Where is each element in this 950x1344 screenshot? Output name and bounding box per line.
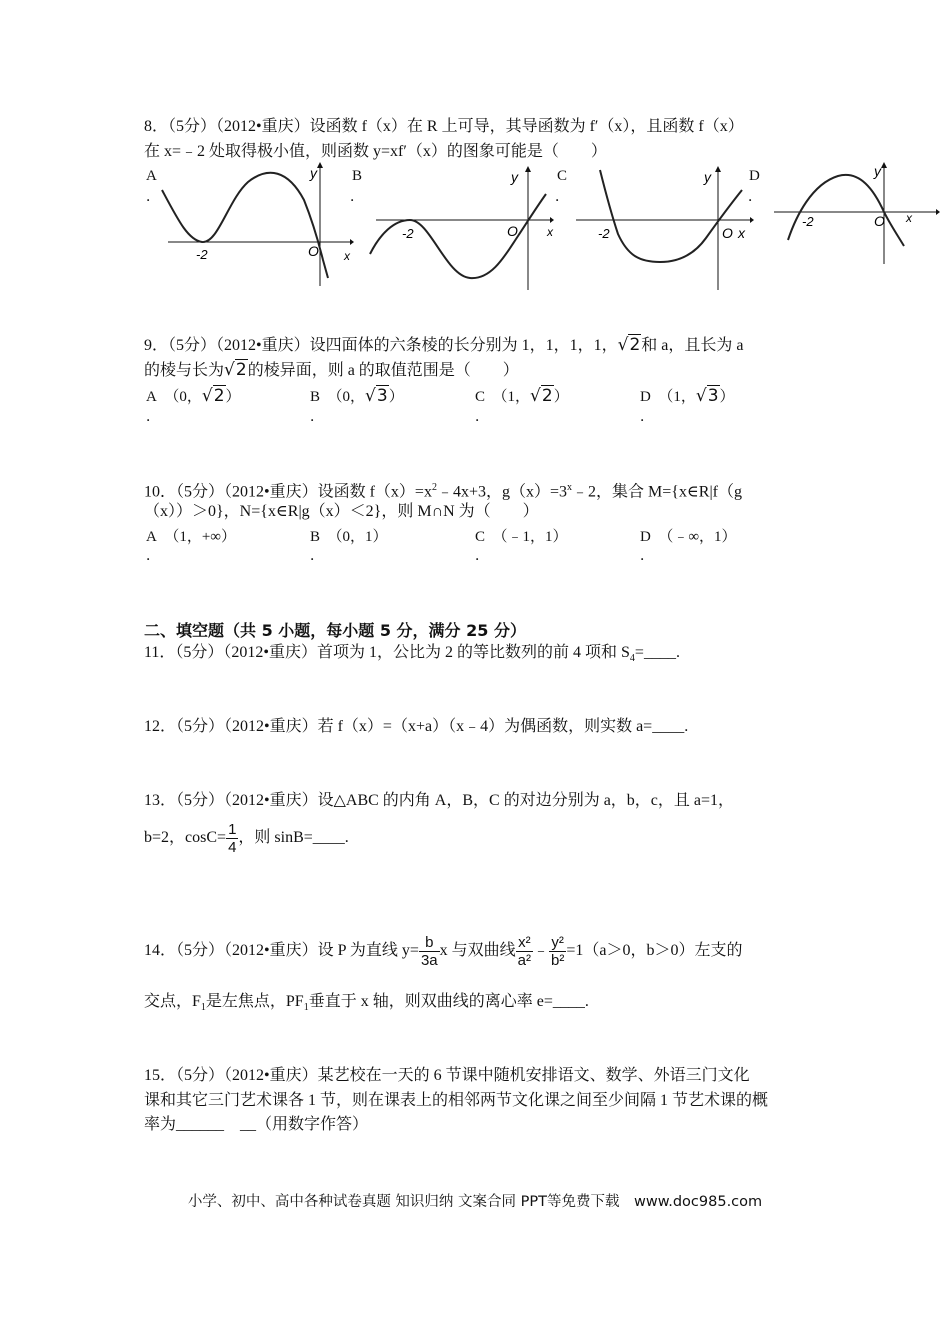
q10-dot-a: ．: [146, 549, 160, 564]
option-post: ）: [553, 389, 569, 405]
x-axis-arrow: [350, 239, 354, 245]
option-post: ）: [719, 389, 735, 405]
q14-line1: [144, 930, 742, 972]
radicand: 3: [707, 386, 719, 406]
y-label: y: [704, 169, 711, 185]
q10-dot-c: ．: [475, 549, 489, 564]
neg2-label: -2: [196, 247, 208, 262]
q9-dot-c: ．: [475, 410, 489, 425]
q8-line1: 8．（5分）（2012•重庆）设函数 f（x）在 R 上可导，其导函数为 f′（x），且函数 f（x）: [144, 118, 744, 135]
q8-graph-b: [366, 164, 562, 294]
x-label: x: [547, 225, 553, 239]
sqrt-2: √2: [617, 335, 641, 355]
q8-option-d-label: D: [749, 168, 760, 184]
q15-line2: 课和其它三门艺术课各 1 节，则在课表上的相邻两节文化课之间至少间隔 1 节艺术课的概: [144, 1092, 769, 1109]
q9-line2: [144, 359, 519, 382]
option-post: ）: [388, 389, 404, 405]
q8-graph-d: [770, 160, 946, 270]
curve: [370, 194, 546, 278]
q15-line1: 15．（5分）（2012•重庆）某艺校在一天的 6 节课中随机安排语文、数学、外语三门文化: [144, 1067, 750, 1084]
origin-label: O: [722, 225, 733, 241]
sqrt-2: √2: [224, 360, 247, 380]
q8-graph-a: [158, 160, 354, 290]
q11-blank: =____.: [634, 644, 680, 661]
q10-text-b: ﹣4x+3，g（x）=3: [436, 483, 568, 501]
sub-1: 1: [200, 1002, 206, 1014]
q10-line2: （x））＞0}，N={x∈R|g（x）＜2}，则 M∩N 为（ ）: [144, 503, 539, 520]
q14-tail: =1（a＞0，b＞0）左支的: [566, 942, 743, 959]
numerator: 1: [228, 820, 237, 838]
sub-1: 1: [303, 1002, 309, 1014]
q9-dot-d: ．: [640, 410, 654, 425]
radicand: 2: [541, 386, 553, 406]
q9-dot-b: ．: [310, 410, 324, 425]
q14-l2-text: 交点，F: [144, 993, 201, 1010]
neg2-label: -2: [402, 226, 414, 241]
x-axis-arrow: [750, 217, 754, 223]
q9-line1-text: 9．（5分）（2012•重庆）设四面体的六条棱的长分别为 1，1，1，1，: [144, 337, 618, 354]
q10-text-c: ﹣2，集合 M={x∈R|f（g: [572, 483, 743, 501]
q8-option-b-label: B: [352, 168, 363, 184]
q13-text: b=2，cosC=: [144, 829, 227, 846]
q9-option-b: [310, 385, 404, 406]
origin-label: O: [507, 223, 518, 239]
radicand: 2: [213, 386, 225, 406]
q12: 12．（5分）（2012•重庆）若 f（x）=（x+a）（x﹣4）为偶函数，则实数 a=____.: [144, 718, 689, 735]
q14-l2-mid: 是左焦点，PF: [205, 993, 304, 1010]
q8-option-c-label: C: [557, 168, 568, 184]
footer-text: 小学、初中、高中各种试卷真题 知识归纳 文案合同 PPT等免费下载 www.doc985.com: [187, 1194, 763, 1210]
option-pre: （0，: [327, 389, 366, 405]
radicand: 3: [376, 386, 388, 406]
q9-option-a: [146, 385, 241, 406]
section-heading: 二、填空题（共 5 小题，每小题 5 分，满分 25 分）: [144, 621, 526, 640]
q10-dot-d: ．: [640, 549, 654, 564]
neg2-label: -2: [598, 226, 610, 241]
denominator: 4: [228, 838, 237, 856]
x-axis-arrow: [936, 209, 940, 215]
q8-option-c-dot: ．: [555, 190, 569, 205]
origin-label: O: [308, 243, 319, 259]
q8-option-a-label: A: [146, 168, 157, 184]
q10-sup-2: x: [567, 482, 573, 493]
option-letter: D: [640, 389, 651, 405]
q8-option-b-dot: ．: [350, 190, 364, 205]
q11-sub: 4: [629, 653, 635, 665]
fraction-y2-b2: [549, 934, 566, 969]
option-text: （﹣1，1）: [492, 529, 568, 545]
radicand: 2: [629, 335, 641, 355]
x-label: x: [906, 211, 912, 225]
denominator: b²: [551, 951, 565, 969]
sqrt: √2: [201, 386, 225, 406]
fraction-x2-a2: [516, 934, 533, 969]
sqrt: √3: [695, 386, 719, 406]
option-pre: （0，: [164, 389, 202, 405]
fraction-1-4: [226, 821, 238, 856]
curve: [162, 173, 328, 278]
y-label: y: [310, 165, 317, 181]
denominator: a²: [517, 951, 531, 969]
minus-sign: ﹣: [532, 942, 549, 959]
option-letter: A: [146, 529, 157, 545]
q9-line2-text: 的棱与长为: [144, 362, 225, 379]
sqrt: √3: [365, 386, 388, 406]
y-label: y: [511, 169, 518, 185]
option-text: （1，+∞）: [164, 529, 236, 545]
q14-mid: x 与双曲线: [439, 942, 516, 959]
option-letter: B: [310, 389, 321, 405]
x-label: x: [344, 249, 350, 263]
q11-text: 11．（5分）（2012•重庆）首项为 1，公比为 2 的等比数列的前 4 项和 S: [144, 644, 630, 661]
option-letter: B: [310, 529, 321, 545]
x-axis-arrow: [550, 217, 554, 223]
q10-option-d: [640, 525, 737, 546]
x-label: x: [738, 225, 745, 241]
q9-option-c: [475, 385, 569, 406]
sqrt: √2: [530, 386, 553, 406]
neg2-label: -2: [802, 214, 814, 229]
q13-line1: 13．（5分）（2012•重庆）设△ABC 的内角 A，B，C 的对边分别为 a，b，c，且 a=1，: [144, 792, 735, 809]
q10-option-c: [475, 525, 568, 546]
q13-tail: ，则 sinB=____.: [238, 829, 349, 846]
y-axis-arrow: [317, 162, 323, 168]
curve: [600, 170, 742, 262]
radicand: 2: [235, 360, 247, 380]
q10-sup-1: 2: [431, 482, 437, 493]
denominator: 3a: [420, 951, 438, 969]
q10-dot-b: ．: [310, 549, 324, 564]
option-pre: （1，: [492, 389, 531, 405]
q11: [144, 642, 680, 670]
option-text: （﹣∞，1）: [658, 529, 737, 545]
q15-line3: 率为______ __（用数字作答）: [144, 1116, 369, 1133]
option-pre: （1，: [658, 389, 696, 405]
numerator: b: [419, 934, 440, 952]
q10-text-a: 10．（5分）（2012•重庆）设函数 f（x）=x: [144, 483, 432, 501]
q14-line2: [144, 991, 589, 1019]
q9-line1-tail: 和 a，且长为 a: [641, 337, 744, 354]
q10-line1: [144, 477, 742, 503]
q9-dot-a: ．: [146, 410, 160, 425]
option-post: ）: [225, 389, 241, 405]
y-axis-arrow: [715, 166, 721, 172]
q9-option-d: [640, 385, 735, 406]
option-letter: C: [475, 529, 486, 545]
numerator: y²: [549, 934, 566, 952]
q9-line2-tail: 的棱异面，则 a 的取值范围是（ ）: [247, 362, 519, 379]
option-letter: A: [146, 389, 157, 405]
q14-text: 14．（5分）（2012•重庆）设 P 为直线 y=: [144, 942, 419, 959]
option-text: （0，1）: [327, 529, 388, 545]
q9-line1: [144, 334, 744, 357]
q10-option-a: [146, 525, 236, 546]
q8-graph-c: [570, 164, 766, 294]
option-letter: D: [640, 529, 651, 545]
y-axis-arrow: [525, 166, 531, 172]
q8-line2: 在 x=﹣2 处取得极小值，则函数 y=xf′（x）的图象可能是（ ）: [144, 143, 607, 160]
y-label: y: [874, 163, 881, 179]
q14-l2-tail: 垂直于 x 轴，则双曲线的离心率 e=____.: [308, 993, 589, 1010]
y-axis-arrow: [881, 162, 887, 168]
numerator: x²: [516, 934, 533, 952]
option-letter: C: [475, 389, 486, 405]
origin-label: O: [874, 213, 885, 229]
q8-option-a-dot: ．: [146, 190, 160, 205]
curve: [788, 175, 904, 246]
fraction-b-3a: [419, 934, 440, 969]
q8-option-d-dot: ．: [748, 190, 762, 205]
q13-line2: [144, 818, 349, 858]
q10-option-b: [310, 525, 388, 546]
